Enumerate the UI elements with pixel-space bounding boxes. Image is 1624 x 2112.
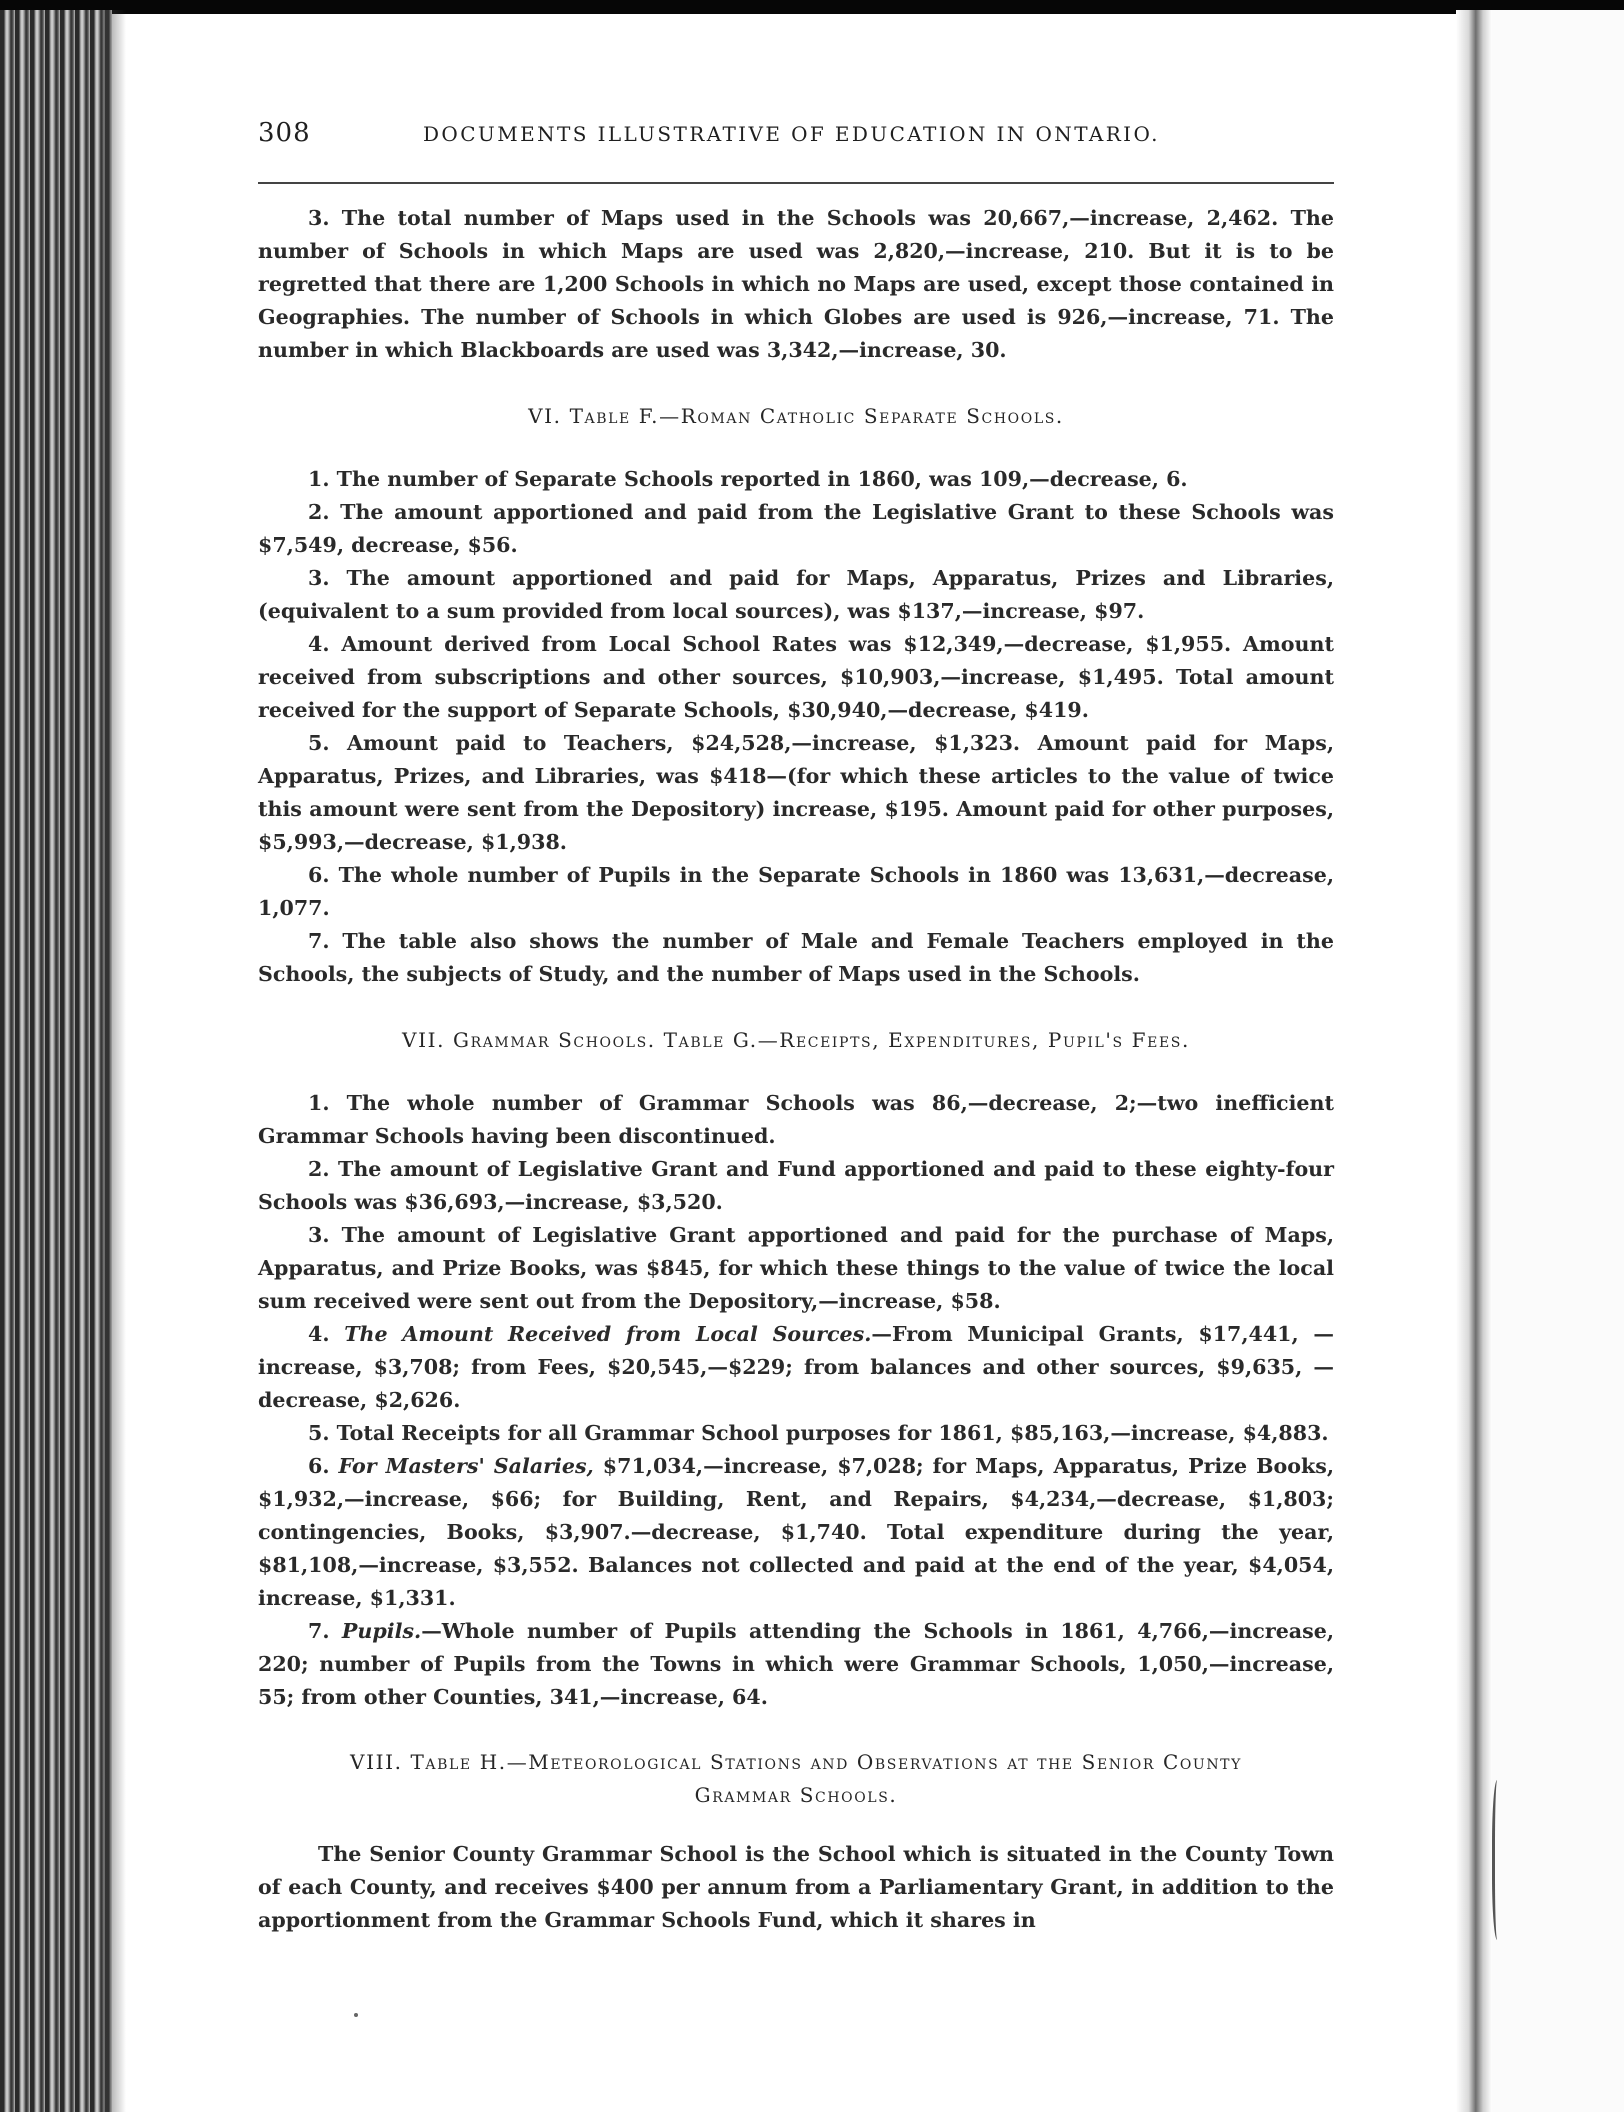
section-vi-paragraph-5: 5. Amount paid to Teachers, $24,528,—increase, $1,323. Amount paid for Maps, Apparatus, Prizes, and Libraries, was $418—(for which these articles to the value of twice this amount were sent from the Depository) increase, $195. Amount paid for other purposes, $5,993,—decrease, $1,938.: [258, 731, 1334, 854]
section-vii-paragraph-6: [258, 1450, 1334, 1615]
italic-subhead: Pupils.: [341, 1619, 422, 1643]
running-title: DOCUMENTS ILLUSTRATIVE OF EDUCATION IN ONTARIO.: [423, 122, 1160, 146]
section-vi-heading: VI. Table F.—Roman Catholic Separate Schools.: [528, 404, 1064, 428]
section-vii-paragraph-4: [258, 1318, 1334, 1417]
page-number: 308: [258, 118, 311, 148]
paragraph-number: 7.: [308, 1619, 330, 1643]
book-page-edges: [0, 10, 112, 2112]
section-vi-paragraph-1: 1. The number of Separate Schools reported in 1860, was 109,—decrease, 6.: [308, 467, 1188, 491]
section-vi-paragraph-2: 2. The amount apportioned and paid from the Legislative Grant to these Schools was $7,549, decrease, $56.: [258, 500, 1334, 557]
paragraph-number: 4.: [308, 1322, 330, 1346]
italic-subhead: For Masters' Salaries,: [338, 1454, 594, 1478]
page-body: [258, 118, 1334, 1937]
section-viii-paragraph: The Senior County Grammar School is the School which is situated in the County Town of each County, and receives $400 per annum from a Parliamentary Grant, in addition to the apportionment from the Grammar Schools Fund, which it shares in: [258, 1842, 1334, 1932]
paragraph-number: 6.: [308, 1454, 330, 1478]
section-vi-paragraph-3: 3. The amount apportioned and paid for Maps, Apparatus, Prizes and Libraries, (equivalent to a sum provided from local sources), was $137,—increase, $97.: [258, 566, 1334, 623]
book-gutter: [1456, 10, 1492, 2112]
scan-top-border: [0, 0, 1624, 14]
section-vi-paragraph-7: 7. The table also shows the number of Male and Female Teachers employed in the Schools, the subjects of Study, and the number of Maps used in the Schools.: [258, 929, 1334, 986]
section-viii-heading-line-1: VIII. Table H.—Meteorological Stations and Observations at the Senior County: [350, 1750, 1242, 1774]
section-viii-heading-line-2: Grammar Schools.: [694, 1783, 898, 1807]
running-head: [258, 118, 1334, 162]
header-rule: [258, 182, 1334, 184]
section-vii-heading: VII. Grammar Schools. Table G.—Receipts, Expenditures, Pupil's Fees.: [402, 1028, 1190, 1052]
section-vii-paragraph-5: 5. Total Receipts for all Grammar School purposes for 1861, $85,163,—increase, $4,883.: [308, 1421, 1329, 1445]
page-edge-shadow: [104, 10, 126, 2112]
section-vi-paragraph-4: 4. Amount derived from Local School Rates was $12,349,—decrease, $1,955. Amount received from subscriptions and other sources, $10,903,—increase, $1,495. Total amount received for the support of Separate Schools, $30,940,—decrease, $419.: [258, 632, 1334, 722]
section-vii-paragraph-3: 3. The amount of Legislative Grant apportioned and paid for the purchase of Maps, Apparatus, and Prize Books, was $845, for which these things to the value of twice the local sum received were sent out from the Depository,—increase, $58.: [258, 1223, 1334, 1313]
section-vi-paragraph-6: 6. The whole number of Pupils in the Separate Schools in 1860 was 13,631,—decrease, 1,077.: [258, 863, 1334, 920]
paragraph-text: $71,034,—increase, $7,028; for Maps, Apparatus, Prize Books, $1,932,—increase, $66; for Building, Rent, and Repairs, $4,234,—decrease, $1,803; contingencies, Books, $3,907.—decrease, $1,740. Total expenditure during the year, $81,108,—increase, $3,552. Balances not collected and paid at the end of the year, $4,054, increase, $1,331.: [258, 1454, 1335, 1610]
section-vii-paragraph-1: 1. The whole number of Grammar Schools was 86,—decrease, 2;—two inefficient Grammar Schools having been discontinued.: [258, 1091, 1334, 1148]
italic-subhead: The Amount Received from Local Sources.: [344, 1322, 872, 1346]
intro-paragraph: 3. The total number of Maps used in the Schools was 20,667,—increase, 2,462. The number of Schools in which Maps are used was 2,820,—increase, 210. But it is to be regretted that there are 1,200 Schools in which no Maps are used, except those contained in Geographies. The number of Schools in which Globes are used is 926,—increase, 71. The number in which Blackboards are used was 3,342,—increase, 30.: [258, 206, 1334, 362]
section-viii-heading: [258, 1746, 1334, 1812]
paragraph-text: —Whole number of Pupils attending the Schools in 1861, 4,766,—increase, 220; number of Pupils from the Towns in which were Grammar Schools, 1,050,—increase, 55; from other Counties, 341,—increase, 64.: [258, 1619, 1335, 1709]
scan-speck: [354, 2013, 358, 2017]
paragraph-text: —From Municipal Grants, $17,441, —increase, $3,708; from Fees, $20,545,—$229; from balances and other sources, $9,635, —decrease, $2,626.: [258, 1322, 1334, 1412]
facing-page-curl: [1492, 1780, 1505, 1940]
section-vii-paragraph-2: 2. The amount of Legislative Grant and Fund apportioned and paid to these eighty-four Schools was $36,693,—increase, $3,520.: [258, 1157, 1334, 1214]
section-vii-paragraph-7: [258, 1615, 1334, 1714]
facing-page: [1492, 10, 1624, 2112]
